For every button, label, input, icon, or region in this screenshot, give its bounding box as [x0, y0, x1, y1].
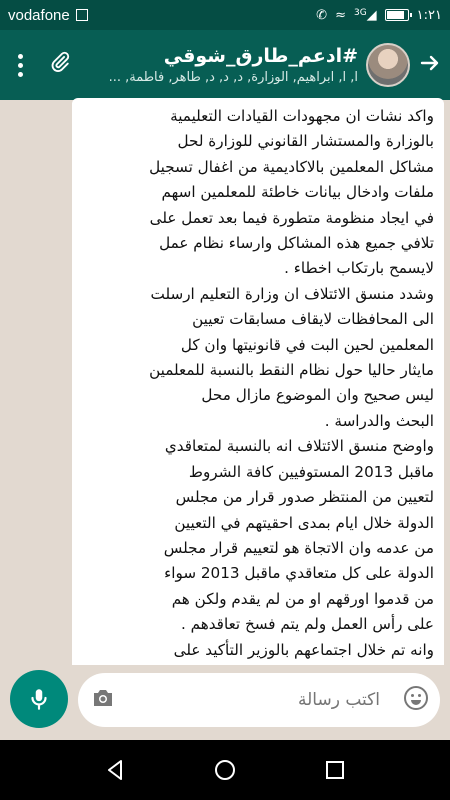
- message-line: ملفات وادخال بيانات خاطئة للمعلمين اسهم: [161, 183, 434, 202]
- message-line: على رأس العمل ولم يتم فسخ تعاقدهم .: [180, 615, 434, 634]
- message-line: تلافي جميع هذه المشاكل وارساء نظام عمل: [159, 234, 434, 253]
- message-line: ماقبل 2013 المستوفيين كافة الشروط: [188, 462, 434, 481]
- message-line: ليس صحيح وان الموضوع مازال محل: [201, 386, 434, 405]
- status-bar: [0, 0, 450, 30]
- message-line: الى المحافظات لايقاف مسابقات تعيين: [192, 310, 434, 329]
- home-nav-icon[interactable]: [205, 750, 245, 790]
- message-line: وانه تم خلال اجتماعهم بالوزير التأكيد على: [173, 640, 434, 659]
- message-line: لتعيين من المنتظر صدور قرار من مجلس: [175, 488, 434, 507]
- message-line: الدولة على كل متعاقدي ماقبل 2013 سواء: [164, 564, 434, 583]
- attach-icon[interactable]: [40, 51, 80, 79]
- message-line: واكد نشات ان مجهودات القيادات التعليمية: [170, 107, 434, 125]
- message-input[interactable]: [128, 690, 380, 710]
- signal-icon: $^{3G}$◢: [353, 7, 377, 23]
- chat-info[interactable]: [80, 45, 366, 85]
- message-line: مايثار حاليا حول نظام النقط بالنسبة للمعلمين: [149, 361, 434, 380]
- network-type: 3G: [353, 7, 367, 18]
- group-members: ا, ا, ابراهيم, الوزارة, د, د, د, طاهر, فاطمة, ...: [108, 70, 358, 85]
- message-line: البحث والدراسة .: [324, 411, 434, 430]
- message-line: مشاكل المعلمين بالاكاديمية من اغفال تسجيل: [149, 157, 434, 176]
- message-line: واوضح منسق الائتلاف انه بالنسبة لمتعاقدي: [164, 437, 434, 456]
- recents-nav-icon[interactable]: [315, 750, 355, 790]
- message-line: من عدمه وان الاتجاة هو لتعييم قرار مجلس: [163, 538, 434, 557]
- message-line: المعلمين لحين البت في قانونيتها وان كل: [180, 335, 434, 354]
- chat-area[interactable]: [0, 100, 450, 665]
- message-input-box[interactable]: [78, 673, 440, 727]
- battery-icon: [385, 9, 409, 21]
- back-nav-icon[interactable]: [95, 750, 135, 790]
- group-title: #ادعم_طارق_شوقي: [163, 45, 358, 67]
- message-line: لايسمح بارتكاب اخطاء .: [284, 259, 434, 278]
- message-line: بالوزارة والمستشار القانوني للوزارة لحل: [177, 132, 434, 151]
- wifi-icon: ≈: [335, 7, 346, 23]
- camera-icon[interactable]: [78, 687, 128, 713]
- chat-header: [0, 30, 450, 100]
- message-line: الدولة خلال ايام بمدى احقيتهم في التعيين: [174, 513, 434, 532]
- navigation-bar: [0, 740, 450, 800]
- message-line: في ايجاد منظومة متطورة فيما بعد تعمل على: [149, 208, 434, 227]
- battery-fill: [387, 11, 405, 19]
- mic-button[interactable]: [10, 670, 68, 728]
- message-bubble: [72, 98, 444, 678]
- avatar[interactable]: [366, 43, 410, 87]
- message-line: من قدموا اورقهم او من لم يقدم ولكن هم: [171, 589, 434, 608]
- message-line: وشدد منسق الائتلاف ان وزارة التعليم ارسلت: [150, 284, 434, 303]
- clock: ١:٢١: [416, 7, 442, 23]
- emoji-icon[interactable]: [392, 685, 440, 715]
- mic-icon: [26, 686, 52, 712]
- gallery-notification-icon: [76, 9, 88, 21]
- composer: [0, 665, 450, 740]
- more-options-icon[interactable]: [0, 54, 40, 77]
- carrier-name: vodafone: [8, 6, 70, 24]
- back-arrow-icon[interactable]: [410, 49, 450, 82]
- whatsapp-notification-icon: ✆: [316, 7, 328, 23]
